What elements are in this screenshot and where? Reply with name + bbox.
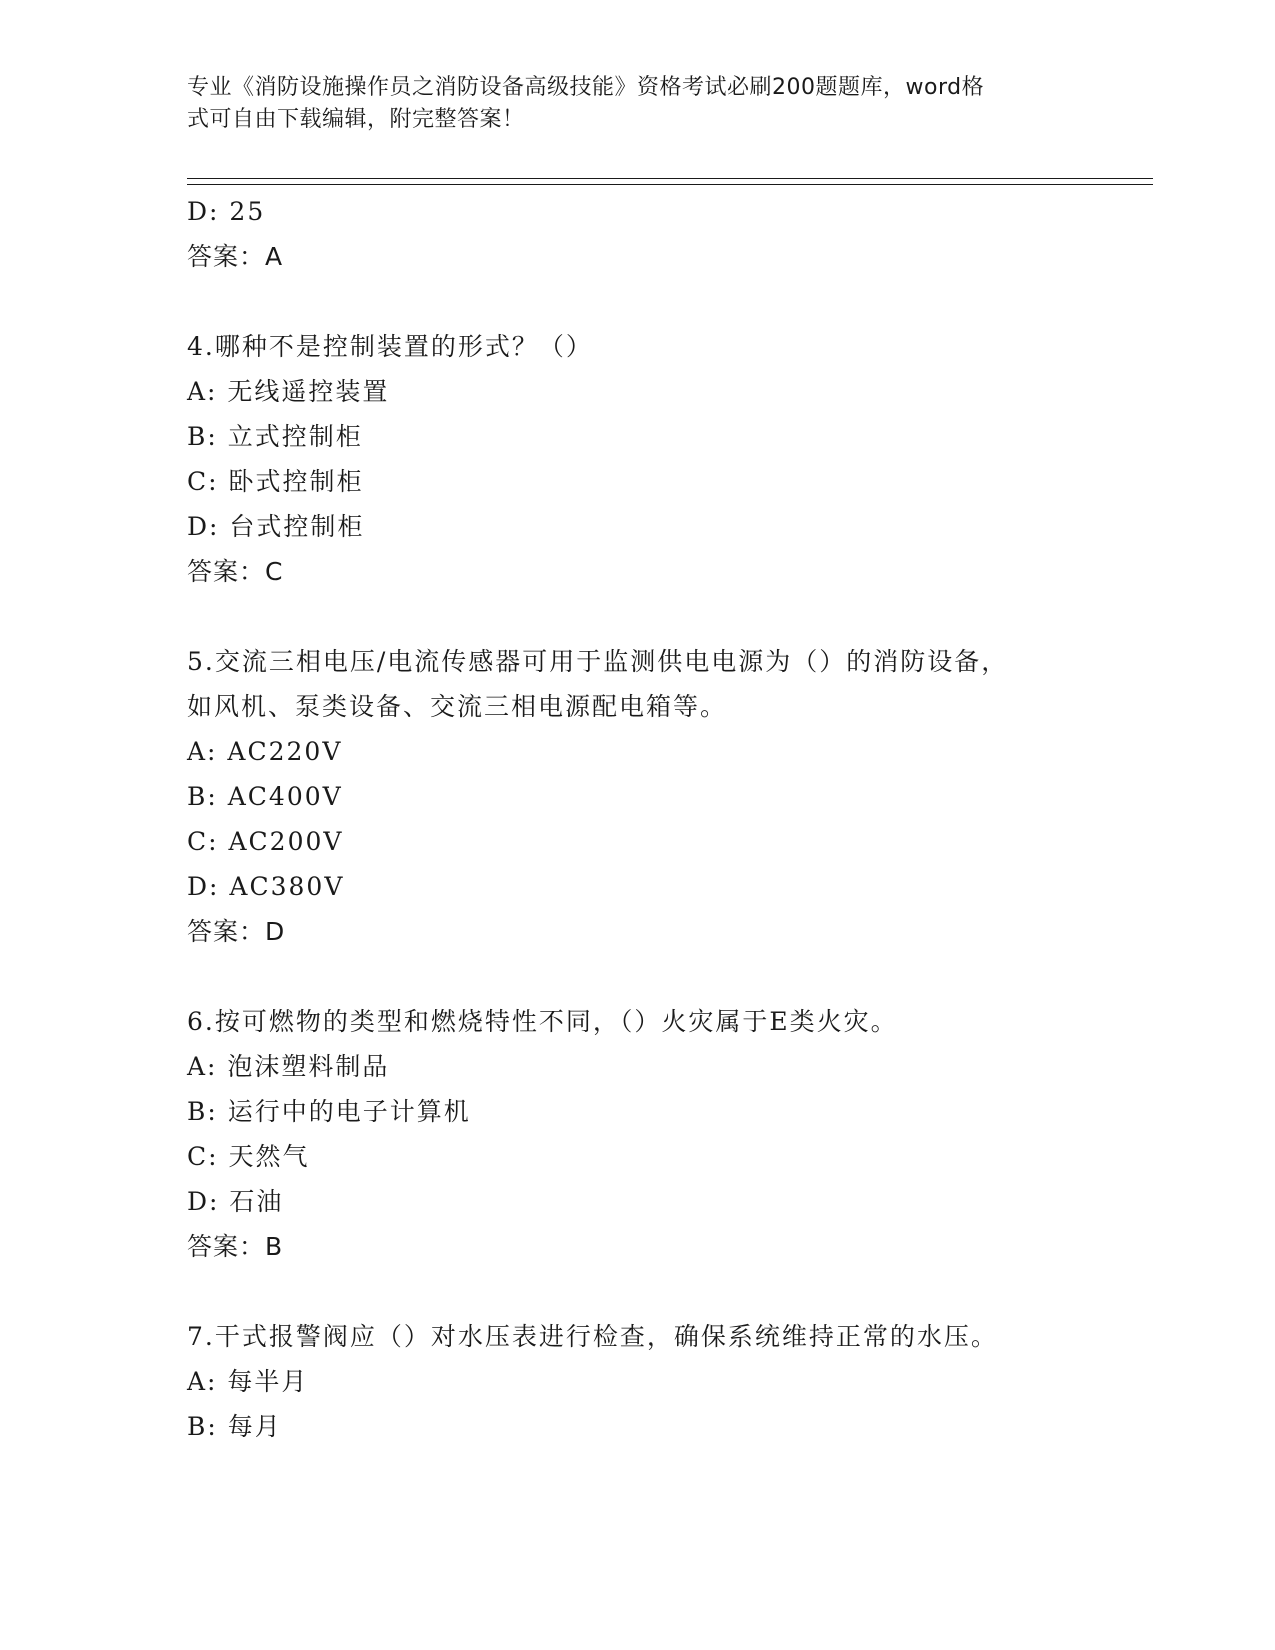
option-d: D: 25	[187, 197, 266, 226]
question-title	[187, 639, 1153, 729]
answer: 答案：B	[187, 1232, 284, 1261]
option-d: D: 台式控制柜	[187, 512, 365, 541]
option-a: A: AC220V	[187, 737, 343, 766]
document-header	[187, 72, 1067, 136]
option-a: A: 每半月	[187, 1367, 309, 1396]
answer: 答案：C	[187, 557, 284, 586]
option-d: D: AC380V	[187, 872, 345, 901]
question-title-line-1: 5.交流三相电压/电流传感器可用于监测供电电源为（）的消防设备，	[187, 647, 1009, 676]
option-c: C: AC200V	[187, 827, 344, 856]
option-b: B: 立式控制柜	[187, 422, 363, 451]
option-b: B: 运行中的电子计算机	[187, 1097, 471, 1126]
option-b: B: 每月	[187, 1412, 282, 1441]
option-d: D: 石油	[187, 1187, 284, 1216]
option-c: C: 天然气	[187, 1142, 310, 1171]
header-divider	[187, 178, 1153, 185]
option-b: B: AC400V	[187, 782, 343, 811]
option-a: A: 泡沫塑料制品	[187, 1052, 390, 1081]
question-title: 4.哪种不是控制装置的形式？（）	[187, 332, 593, 361]
question-title: 7.干式报警阀应（）对水压表进行检查，确保系统维持正常的水压。	[187, 1322, 998, 1351]
option-c: C: 卧式控制柜	[187, 467, 364, 496]
header-line-1: 专业《消防设施操作员之消防设备高级技能》资格考试必刷200题题库，word格	[187, 75, 985, 100]
question-title-line-2: 如风机、泵类设备、交流三相电源配电箱等。	[187, 692, 728, 721]
question-list	[187, 189, 1153, 1449]
header-line-2: 式可自由下载编辑，附完整答案！	[187, 107, 525, 132]
answer: 答案：D	[187, 917, 286, 946]
answer: 答案：A	[187, 242, 284, 271]
option-a: A: 无线遥控装置	[187, 377, 390, 406]
question-title: 6.按可燃物的类型和燃烧特性不同，（）火灾属于E类火灾。	[187, 1007, 898, 1036]
